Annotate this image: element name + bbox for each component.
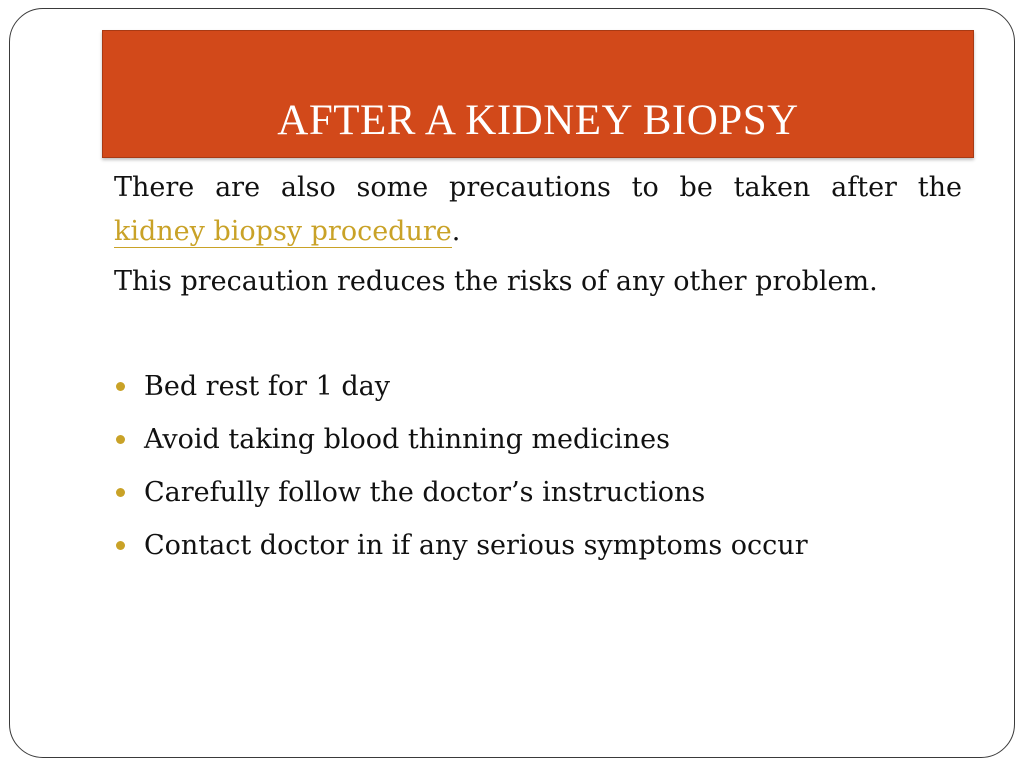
intro-line-1 xyxy=(114,166,962,210)
intro-paragraph xyxy=(114,166,962,304)
bullet-icon xyxy=(116,435,125,444)
list-item-text: Bed rest for 1 day xyxy=(144,370,390,402)
precautions-list xyxy=(114,360,962,572)
slide-title: AFTER A KIDNEY BIOPSY xyxy=(277,97,799,144)
list-item-text: Avoid taking blood thinning medicines xyxy=(144,423,670,455)
list-item xyxy=(114,360,962,413)
list-item-text: Carefully follow the doctor’s instructions xyxy=(144,476,706,508)
intro-text: There are also some precautions to be taken after the xyxy=(114,172,962,203)
list-item xyxy=(114,413,962,466)
kidney-biopsy-procedure-link[interactable]: kidney biopsy procedure xyxy=(114,216,452,247)
list-item xyxy=(114,466,962,519)
bullet-icon xyxy=(116,382,125,391)
intro-period: . xyxy=(451,216,461,247)
bullet-icon xyxy=(116,541,125,550)
title-banner xyxy=(102,30,974,158)
intro-line-2: This precaution reduces the risks of any other problem. xyxy=(114,266,878,297)
list-item-text: Contact doctor in if any serious symptoms occur xyxy=(144,529,808,561)
intro-line-1b xyxy=(114,210,962,254)
bullet-icon xyxy=(116,488,125,497)
list-item xyxy=(114,519,962,572)
